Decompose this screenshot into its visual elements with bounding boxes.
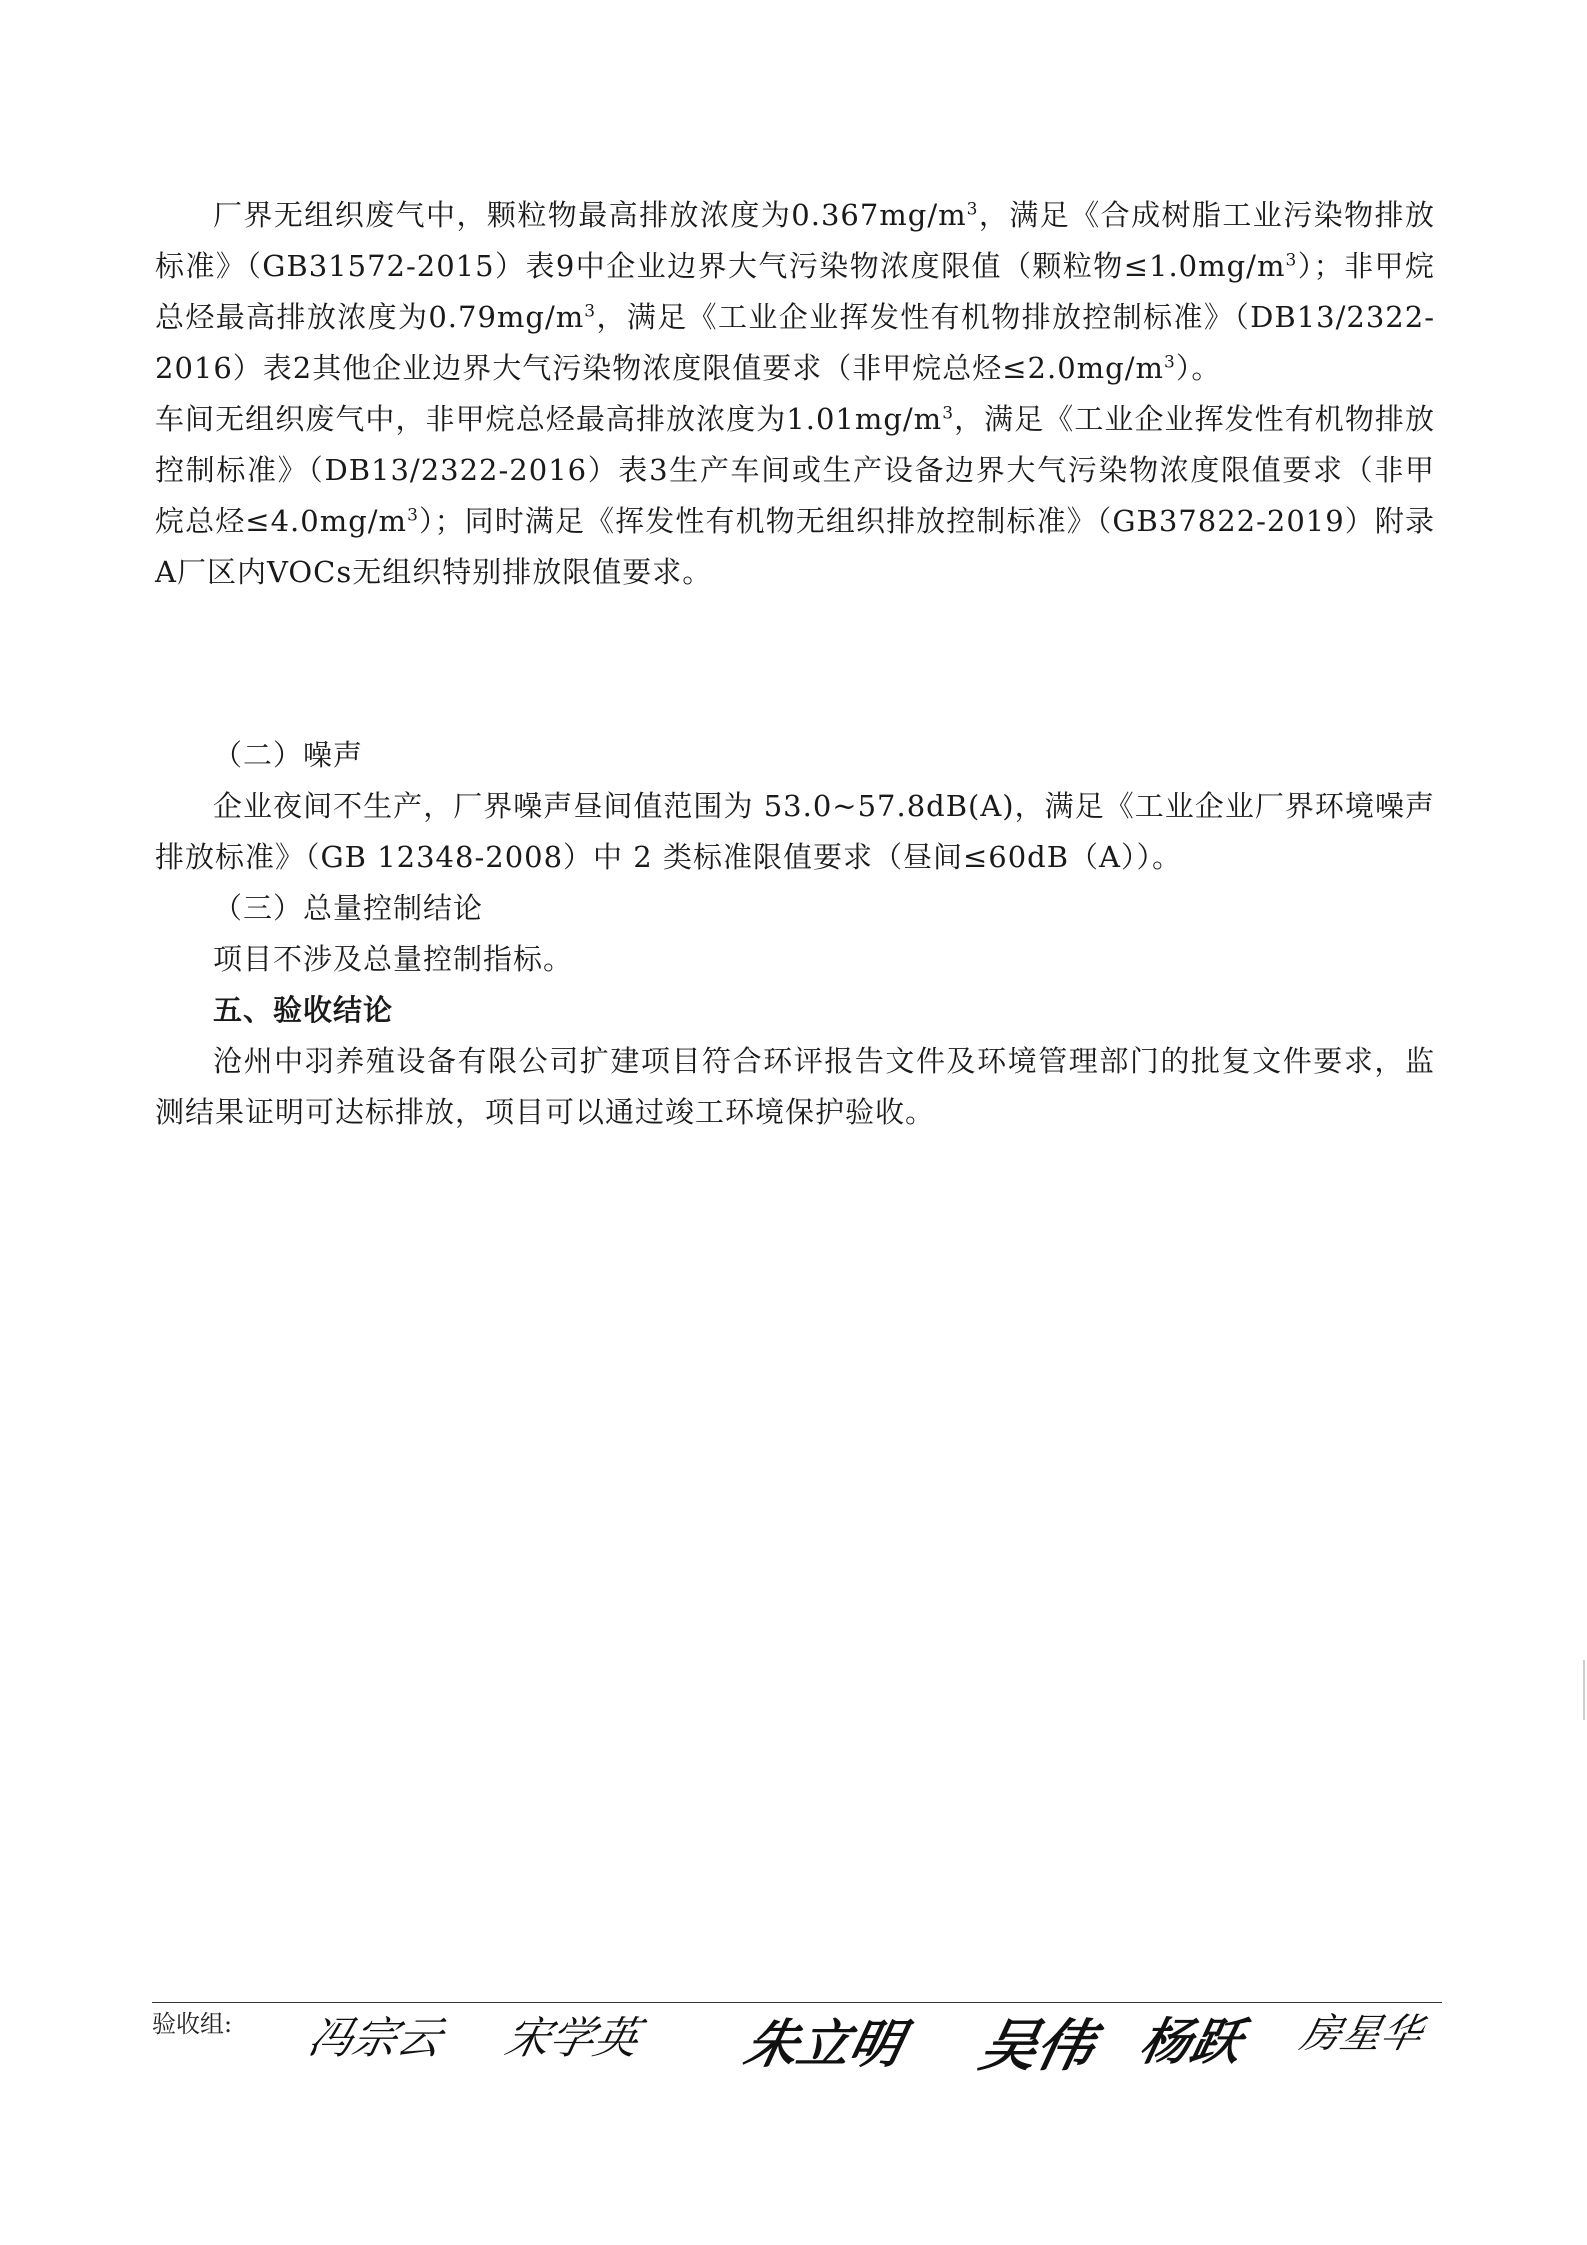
- signature-3: 朱立明: [739, 2015, 909, 2075]
- text-run: ）；同时满足《挥发性有机物无组织排放控制标准》（GB37822-2019）附录A厂区内VOCs无组织特别排放限值要求。: [155, 504, 1435, 589]
- signature-1: 冯宗云: [303, 2013, 447, 2064]
- text-run: ，满足《工业企业挥发性有机物排放控制标准》（DB13/2322-2016）表3生产车间或生产设备边界大气污染物浓度限值要求（非甲烷总烃≤4.0mg/m: [155, 402, 1435, 538]
- exhaust-section: [155, 190, 1435, 598]
- superscript: 3: [1285, 250, 1298, 271]
- scan-edge-mark: [1583, 1660, 1585, 1720]
- text-run: ）；非甲烷总烃最高排放浓度为0.79mg/m: [155, 249, 1435, 334]
- total-control-heading: （三）总量控制结论: [213, 891, 484, 925]
- signature-label: 验收组:: [152, 2010, 233, 2038]
- text-run: 厂界无组织废气中，颗粒物最高排放浓度为0.367mg/m: [213, 198, 967, 232]
- text-run: ，满足《合成树脂工业污染物排放标准》（GB31572-2015）表9中企业边界大气污染物浓度限值（颗粒物≤1.0mg/m: [155, 198, 1435, 283]
- superscript: 3: [584, 301, 597, 322]
- superscript: 3: [407, 505, 419, 526]
- noise-paragraph: 企业夜间不生产，厂界噪声昼间值范围为 53.0~57.8dB(A)，满足《工业企业厂界环境噪声排放标准》（GB 12348-2008）中 2 类标准限值要求（昼间≤60dB（A））。: [155, 789, 1435, 874]
- boundary-exhaust-paragraph: [155, 190, 1435, 394]
- superscript: 3: [966, 199, 979, 220]
- noise-heading: （二）噪声: [213, 738, 364, 772]
- signature-2: 宋学英: [500, 2013, 644, 2064]
- total-control-paragraph: 项目不涉及总量控制指标。: [213, 942, 574, 976]
- signature-row: [152, 1988, 1442, 2098]
- signature-6: 房星华: [1296, 2011, 1427, 2057]
- conclusion-heading: 五、验收结论: [213, 993, 394, 1027]
- text-run: ，满足《工业企业挥发性有机物排放控制标准》（DB13/2322-2016）表2其他企业边界大气污染物浓度限值要求（非甲烷总烃≤2.0mg/m: [155, 300, 1435, 385]
- signature-4: 吴伟: [974, 2014, 1100, 2079]
- workshop-exhaust-paragraph: [155, 394, 1435, 598]
- conclusion-paragraph: 沧州中羽养殖设备有限公司扩建项目符合环评报告文件及环境管理部门的批复文件要求，监测结果证明可达标排放，项目可以通过竣工环境保护验收。: [155, 1044, 1435, 1129]
- superscript: 3: [1164, 352, 1176, 373]
- text-run: 车间无组织废气中，非甲烷总烃最高排放浓度为1.01mg/m: [155, 402, 943, 436]
- signature-5: 杨跃: [1134, 2013, 1248, 2071]
- superscript: 3: [942, 403, 955, 424]
- later-sections: [155, 730, 1435, 1138]
- text-run: ）。: [1175, 351, 1222, 385]
